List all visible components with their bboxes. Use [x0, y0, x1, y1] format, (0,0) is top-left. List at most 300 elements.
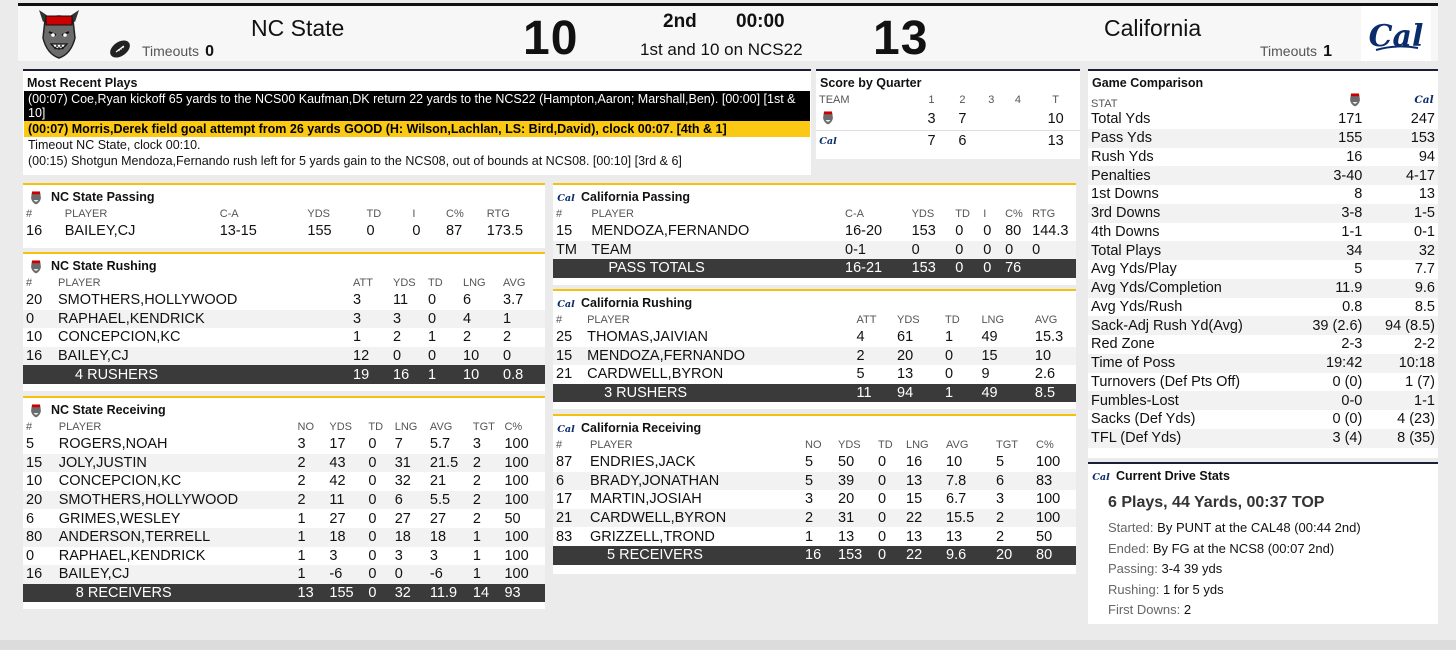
drive-label: Passing: — [1108, 561, 1158, 576]
comparison-ncstate-value: 3 (4) — [1293, 429, 1366, 448]
totals-cell — [1029, 259, 1076, 278]
comparison-stat-label: Avg Yds/Play — [1091, 261, 1177, 278]
table-cell: 16 — [906, 454, 923, 471]
table-cell: 15.5 — [943, 509, 993, 528]
drive-value: 1 for 5 yds — [1162, 581, 1224, 597]
table-cell: 39 — [835, 472, 875, 491]
sbq-row-cal — [816, 130, 1080, 152]
comparison-row — [1088, 335, 1438, 354]
ncstate-wolf-icon — [1348, 91, 1362, 107]
table-row — [553, 453, 1076, 472]
score-by-quarter-panel — [816, 69, 1080, 159]
play-item: (00:07) Coe,Ryan kickoff 65 yards to the NCS00 Kaufman,DK return 22 yards to the NCS22 (Hampton,Aaron; Marshall,Ben). [00:00] [1st & 10] — [24, 91, 810, 121]
column-header: TGT — [472, 420, 495, 433]
drive-summary: 6 Plays, 44 Yards, 00:37 TOP — [1108, 494, 1325, 511]
table-cell: 100 — [1036, 491, 1061, 508]
away-team-name: California — [1104, 15, 1202, 41]
column-header: C% — [446, 207, 464, 220]
current-drive-title-row — [1088, 464, 1438, 484]
table-cell: 20 — [23, 491, 56, 510]
table-cell: 3 — [329, 547, 338, 564]
totals-cell: 0 — [365, 584, 391, 603]
play-item: Timeout NC State, clock 00:10. — [28, 138, 201, 152]
table-cell: 100 — [501, 565, 545, 584]
ncstate-wolf-icon — [27, 402, 45, 418]
table-cell: 1 — [353, 329, 362, 346]
table-row — [23, 454, 545, 473]
table-cell: 10 — [26, 329, 43, 346]
table-cell: 0 — [1002, 241, 1029, 260]
cal-script-icon — [557, 189, 575, 205]
table-cell: 21.5 — [427, 454, 470, 473]
sbq-header: TEAM — [819, 93, 850, 106]
totals-cell: 0.8 — [500, 365, 545, 384]
comparison-row — [1088, 391, 1438, 410]
totals-cell — [23, 584, 56, 603]
svg-text:Cal: Cal — [819, 135, 837, 147]
column-header: LNG — [906, 438, 929, 451]
drive-value: By FG at the NCS8 (00:07 2nd) — [1152, 540, 1335, 556]
ncstate-wolf-icon — [27, 189, 45, 205]
column-header: # — [556, 438, 563, 451]
table-cell: 15 — [556, 223, 573, 240]
table-cell: 10 — [946, 454, 963, 471]
table-cell: 0 — [412, 223, 421, 240]
comparison-stat-label: Rush Yds — [1091, 148, 1154, 165]
column-header: ATT — [353, 276, 373, 289]
comparison-cal-value: 94 (8.5) — [1365, 316, 1438, 335]
table-cell: MENDOZA,FERNANDO — [584, 347, 853, 366]
table-cell: THOMAS,JAIVIAN — [587, 329, 708, 346]
ncstate-wolf-icon — [27, 258, 45, 274]
drive-passing — [1088, 559, 1438, 580]
comparison-stat-label: Avg Yds/Rush — [1091, 298, 1183, 315]
comparison-row — [1088, 241, 1438, 260]
totals-cell: 153 — [909, 259, 953, 278]
sbq-header: 4 — [1014, 93, 1021, 106]
column-header: YDS — [329, 420, 353, 433]
column-header: TD — [945, 313, 960, 326]
table-cell: -6 — [427, 565, 470, 584]
table-cell: 2 — [463, 329, 472, 346]
table-cell: 27 — [429, 510, 447, 527]
table-cell: 173.5 — [486, 223, 524, 240]
totals-cell: 16 — [802, 546, 835, 565]
table-cell: 0 — [425, 310, 460, 329]
column-header: TD — [955, 207, 970, 220]
comparison-ncstate-value: 0.8 — [1342, 298, 1363, 315]
table-cell: 1 — [428, 329, 437, 346]
cal-receiving-panel — [553, 414, 1076, 574]
column-header: # — [556, 313, 563, 326]
totals-cell: PASS TOTALS — [588, 259, 842, 278]
table-cell: 16-20 — [845, 223, 883, 240]
table-cell: 153 — [911, 223, 936, 240]
table-cell: 61 — [897, 329, 914, 346]
comparison-ncstate-value: 2-3 — [1341, 336, 1363, 353]
svg-text:Cal: Cal — [557, 423, 575, 435]
table-cell: TM — [553, 241, 588, 260]
table-row — [553, 365, 1076, 384]
table-row — [553, 241, 1076, 260]
totals-cell: 14 — [470, 584, 502, 603]
comparison-row — [1088, 279, 1438, 298]
comparison-cal-value: 247 — [1410, 111, 1435, 128]
table-cell: 0 — [875, 509, 903, 528]
table-cell: MARTIN,JOSIAH — [590, 491, 702, 508]
table-cell: RAPHAEL,KENDRICK — [58, 547, 206, 564]
table-cell: 0 — [955, 223, 964, 240]
drive-ended — [1088, 539, 1438, 560]
panel-title-row — [23, 254, 545, 274]
comparison-ncstate-value: 16 — [1346, 148, 1363, 165]
table-cell: 100 — [504, 547, 529, 564]
play-item: (00:15) Shotgun Mendoza,Fernando rush left for 5 yards gain to the NCS08, out of bounds at NCS08. [00:10] [3rd & 6] — [28, 154, 682, 168]
column-header: NO — [297, 420, 315, 433]
game-comparison-panel — [1088, 69, 1438, 458]
table-row — [553, 328, 1076, 347]
comparison-row — [1088, 260, 1438, 279]
table-cell: 0 — [952, 241, 980, 260]
current-drive-title: Current Drive Stats — [1116, 469, 1230, 483]
home-timeouts-value: 0 — [205, 43, 214, 60]
comparison-row — [1088, 129, 1438, 148]
table-cell: 5.7 — [429, 436, 451, 453]
panel-title-row — [553, 291, 1076, 311]
comparison-cal-value: 7.7 — [1414, 261, 1435, 278]
totals-cell: 10 — [460, 365, 500, 384]
cal-logo — [1361, 6, 1431, 61]
column-header: PLAYER — [591, 207, 634, 220]
column-header: C-A — [219, 207, 239, 220]
table-cell: GRIMES,WESLEY — [58, 510, 181, 527]
table-cell: 15 — [978, 347, 1031, 366]
column-header: # — [26, 420, 33, 433]
gc-cal-logo — [1365, 91, 1438, 110]
comparison-row — [1088, 204, 1438, 223]
table-cell: 13 — [903, 472, 943, 491]
table-cell: 87 — [446, 223, 463, 240]
comparison-cal-value: 94 — [1418, 148, 1435, 165]
comparison-cal-value: 153 — [1365, 129, 1438, 148]
comparison-cal-value: 4 (23) — [1397, 411, 1435, 428]
table-cell: 2 — [295, 454, 327, 473]
table-cell: 6 — [26, 510, 35, 527]
table-cell: 1 — [472, 547, 481, 564]
column-header: TD — [368, 420, 384, 433]
table-cell: 1 — [297, 510, 306, 527]
table-cell: 25 — [556, 329, 573, 346]
table-cell: 2 — [470, 454, 502, 473]
sbq-cell — [1005, 108, 1032, 130]
comparison-ncstate-value: 3-40 — [1293, 166, 1366, 185]
ncstate-mini-logo-cell — [816, 108, 916, 130]
table-cell: 27 — [394, 510, 411, 527]
column-header: PLAYER — [64, 207, 108, 220]
table-cell: 2.6 — [1034, 366, 1056, 383]
table-cell: 100 — [501, 491, 545, 510]
table-cell: 18 — [392, 528, 427, 547]
comparison-stat-label: 3rd Downs — [1088, 204, 1293, 223]
table-cell: 15.3 — [1034, 329, 1064, 346]
panel-title: California Rushing — [581, 296, 693, 310]
table-cell: 80 — [23, 528, 56, 547]
comparison-cal-value: 1 (7) — [1405, 373, 1435, 390]
table-cell: 6.7 — [946, 491, 967, 508]
table-cell: 6 — [463, 292, 472, 309]
totals-cell: 13 — [295, 584, 327, 603]
table-cell: 3 — [353, 292, 362, 309]
table-cell: 4 — [460, 310, 500, 329]
sbq-cell: 7 — [958, 110, 967, 127]
table-cell: 0 — [1029, 241, 1076, 260]
table-cell: GRIZZELL,TROND — [590, 528, 715, 545]
comparison-row — [1088, 185, 1438, 204]
table-cell: 20 — [26, 292, 43, 309]
drive-started — [1088, 518, 1438, 539]
table-cell: 5 — [996, 454, 1005, 471]
table-cell: 18 — [326, 528, 365, 547]
column-header: TD — [428, 276, 443, 289]
cal-script-icon — [1092, 468, 1110, 484]
comparison-stat-label: Penalties — [1088, 166, 1293, 185]
totals-cell: 80 — [1033, 546, 1076, 565]
table-cell: 31 — [392, 454, 427, 473]
ncstate-wolf-logo — [24, 6, 94, 61]
table-cell: 15 — [23, 454, 56, 473]
table-cell: 5 — [805, 454, 814, 471]
comparison-stat-label: TFL (Def Yds) — [1088, 429, 1293, 448]
table-cell: 42 — [329, 473, 346, 490]
cal-mini-logo-cell — [816, 130, 916, 152]
comparison-row — [1088, 110, 1438, 129]
table-cell: 0 — [942, 347, 978, 366]
cal-passing-panel — [553, 183, 1076, 285]
table-cell: 13 — [946, 528, 963, 545]
table-cell: BRADY,JONATHAN — [587, 472, 802, 491]
totals-cell: 16-21 — [842, 259, 909, 278]
totals-cell: 155 — [326, 584, 365, 603]
column-header: YDS — [911, 207, 935, 220]
table-cell: 144.3 — [1032, 223, 1069, 240]
comparison-cal-value: 2-2 — [1414, 336, 1435, 353]
column-header: I — [983, 207, 987, 220]
table-cell: 13 — [906, 528, 923, 545]
table-cell: 1 — [805, 528, 814, 545]
totals-row — [553, 546, 1076, 565]
table-cell: 4 — [856, 329, 865, 346]
table-cell: 0 — [26, 547, 35, 564]
table-cell: 20 — [894, 347, 942, 366]
comparison-stat-label: 1st Downs — [1091, 186, 1159, 203]
table-cell: 0 — [368, 436, 377, 453]
table-row — [553, 472, 1076, 491]
comparison-ncstate-value: 0-0 — [1293, 391, 1366, 410]
table-cell: 11 — [326, 491, 365, 510]
table-cell: 0 — [365, 565, 391, 584]
column-header: NO — [805, 438, 822, 451]
drive-label: Rushing: — [1108, 581, 1160, 597]
svg-text:Cal: Cal — [1368, 18, 1424, 54]
table-cell: 13-15 — [219, 223, 257, 240]
table-cell: 2 — [503, 329, 512, 346]
sbq-row-ncstate — [816, 108, 1080, 130]
table-cell: 0 — [980, 241, 1002, 260]
totals-cell: 49 — [978, 384, 1031, 403]
cal-script-icon — [557, 420, 575, 436]
comparison-row — [1088, 223, 1438, 242]
totals-cell: 20 — [993, 546, 1033, 565]
table-cell: ENDRIES,JACK — [590, 454, 696, 471]
table-cell: 9 — [981, 366, 990, 383]
table-row — [553, 347, 1076, 366]
down-and-distance: 1st and 10 on NCS22 — [640, 40, 803, 59]
table-cell: 0 — [428, 292, 437, 309]
score-by-quarter-table — [816, 91, 1080, 152]
table-cell: 5 — [802, 472, 835, 491]
table-cell: 3 — [996, 491, 1005, 508]
comparison-cal-value: 1-1 — [1365, 391, 1438, 410]
column-header: PLAYER — [590, 438, 633, 451]
table-cell: 100 — [504, 473, 529, 490]
table-cell: 3 — [394, 547, 403, 564]
comparison-ncstate-value: 171 — [1338, 111, 1363, 128]
table-cell: 7.8 — [943, 472, 993, 491]
totals-cell: 32 — [392, 584, 427, 603]
totals-cell: 3 RUSHERS — [584, 384, 853, 403]
totals-cell — [553, 259, 588, 278]
table-row — [23, 565, 545, 584]
stats-table — [553, 205, 1076, 278]
column-header: YDS — [838, 438, 861, 451]
sbq-cell — [1005, 130, 1032, 152]
table-cell: BAILEY,CJ — [55, 347, 350, 366]
drive-rushing — [1088, 580, 1438, 601]
table-cell: 15 — [553, 347, 584, 366]
totals-cell: 0 — [980, 259, 1002, 278]
table-cell: ANDERSON,TERRELL — [56, 528, 295, 547]
comparison-cal-value: 8 (35) — [1365, 429, 1438, 448]
panel-title-row — [553, 416, 1076, 436]
home-score: 10 — [523, 12, 579, 65]
table-cell: 0 — [390, 347, 425, 366]
comparison-cal-value: 10:18 — [1365, 354, 1438, 373]
sbq-cell: 6 — [947, 130, 978, 152]
column-header: TD — [878, 438, 893, 451]
table-cell: BAILEY,CJ — [56, 565, 295, 584]
table-cell: 0 — [365, 491, 391, 510]
comparison-stat-label: Total Plays — [1088, 241, 1293, 260]
ncs-passing-panel — [23, 183, 545, 248]
comparison-ncstate-value: 0 (0) — [1332, 411, 1363, 428]
table-cell: 0 — [878, 454, 887, 471]
column-header: # — [556, 207, 563, 220]
comparison-stat-label: 4th Downs — [1091, 223, 1160, 240]
table-cell: 1 — [297, 547, 306, 564]
comparison-ncstate-value: 3-8 — [1293, 204, 1366, 223]
table-cell: 43 — [326, 454, 365, 473]
comparison-row — [1088, 298, 1438, 317]
table-cell: 0 — [368, 510, 377, 527]
home-timeouts-label: Timeouts — [142, 43, 200, 59]
comparison-stat-label: Avg Yds/Completion — [1088, 279, 1293, 298]
table-cell: 83 — [556, 528, 573, 545]
game-clock: 00:00 — [736, 11, 785, 32]
table-cell: 0 — [368, 473, 377, 490]
panel-title: NC State Receiving — [51, 403, 166, 417]
sbq-cell: 13 — [1031, 130, 1080, 152]
table-cell: 13 — [838, 528, 855, 545]
home-team-name: NC State — [251, 15, 345, 41]
table-cell: 100 — [504, 436, 529, 453]
table-cell: 49 — [981, 329, 998, 346]
comparison-stat-label: Red Zone — [1091, 336, 1155, 353]
current-drive-panel — [1088, 462, 1438, 624]
drive-value: 3-4 39 yds — [1161, 561, 1223, 576]
comparison-stat-label: Sack-Adj Rush Yd(Avg) — [1088, 316, 1293, 335]
totals-cell: 0 — [952, 259, 980, 278]
comparison-ncstate-value: 155 — [1293, 129, 1366, 148]
away-score: 13 — [873, 12, 929, 65]
table-cell: 100 — [501, 454, 545, 473]
comparison-stat-label: Time of Poss — [1088, 354, 1293, 373]
comparison-ncstate-value: 8 — [1354, 186, 1363, 203]
column-header: I — [412, 207, 416, 220]
table-cell: 0 — [365, 528, 391, 547]
table-cell: 80 — [1005, 223, 1022, 240]
panel-title: NC State Rushing — [51, 259, 157, 273]
comparison-cal-value: 8.5 — [1414, 298, 1435, 315]
totals-row — [553, 384, 1076, 403]
comparison-ncstate-value: 0 (0) — [1332, 373, 1363, 390]
table-cell: 2 — [993, 509, 1033, 528]
comparison-stat-label: Turnovers (Def Pts Off) — [1091, 373, 1241, 390]
comparison-row — [1088, 354, 1438, 373]
table-row — [553, 509, 1076, 528]
table-cell: 16 — [23, 565, 56, 584]
table-cell: BAILEY,CJ — [64, 223, 136, 240]
table-cell: 50 — [504, 510, 521, 527]
table-cell: 1 — [470, 528, 502, 547]
totals-cell: 11.9 — [427, 584, 470, 603]
totals-cell: 8 RECEIVERS — [56, 584, 295, 603]
table-cell: 0 — [368, 547, 377, 564]
table-cell: 2 — [853, 347, 894, 366]
possession-football-icon — [108, 39, 132, 64]
table-cell: 87 — [556, 454, 573, 471]
column-header: TGT — [996, 438, 1018, 451]
totals-row — [23, 584, 545, 603]
comparison-ncstate-value: 39 (2.6) — [1293, 316, 1366, 335]
cal-script-icon — [557, 295, 575, 311]
table-cell: 2 — [295, 491, 327, 510]
table-cell: 17 — [556, 491, 573, 508]
table-cell: 0 — [366, 223, 375, 240]
table-cell: 2 — [472, 510, 481, 527]
comparison-cal-value: 13 — [1418, 186, 1435, 203]
column-header: TD — [366, 207, 382, 220]
column-header: YDS — [393, 276, 416, 289]
column-header: AVG — [503, 276, 526, 289]
table-cell: 16 — [26, 223, 43, 240]
table-cell: JOLY,JUSTIN — [56, 454, 295, 473]
table-cell: 11 — [393, 292, 409, 309]
table-cell: 27 — [329, 510, 346, 527]
comparison-cal-value: 4-17 — [1365, 166, 1438, 185]
comparison-cal-value: 1-5 — [1365, 204, 1438, 223]
table-cell: 5 — [856, 366, 865, 383]
totals-cell: 22 — [903, 546, 943, 565]
